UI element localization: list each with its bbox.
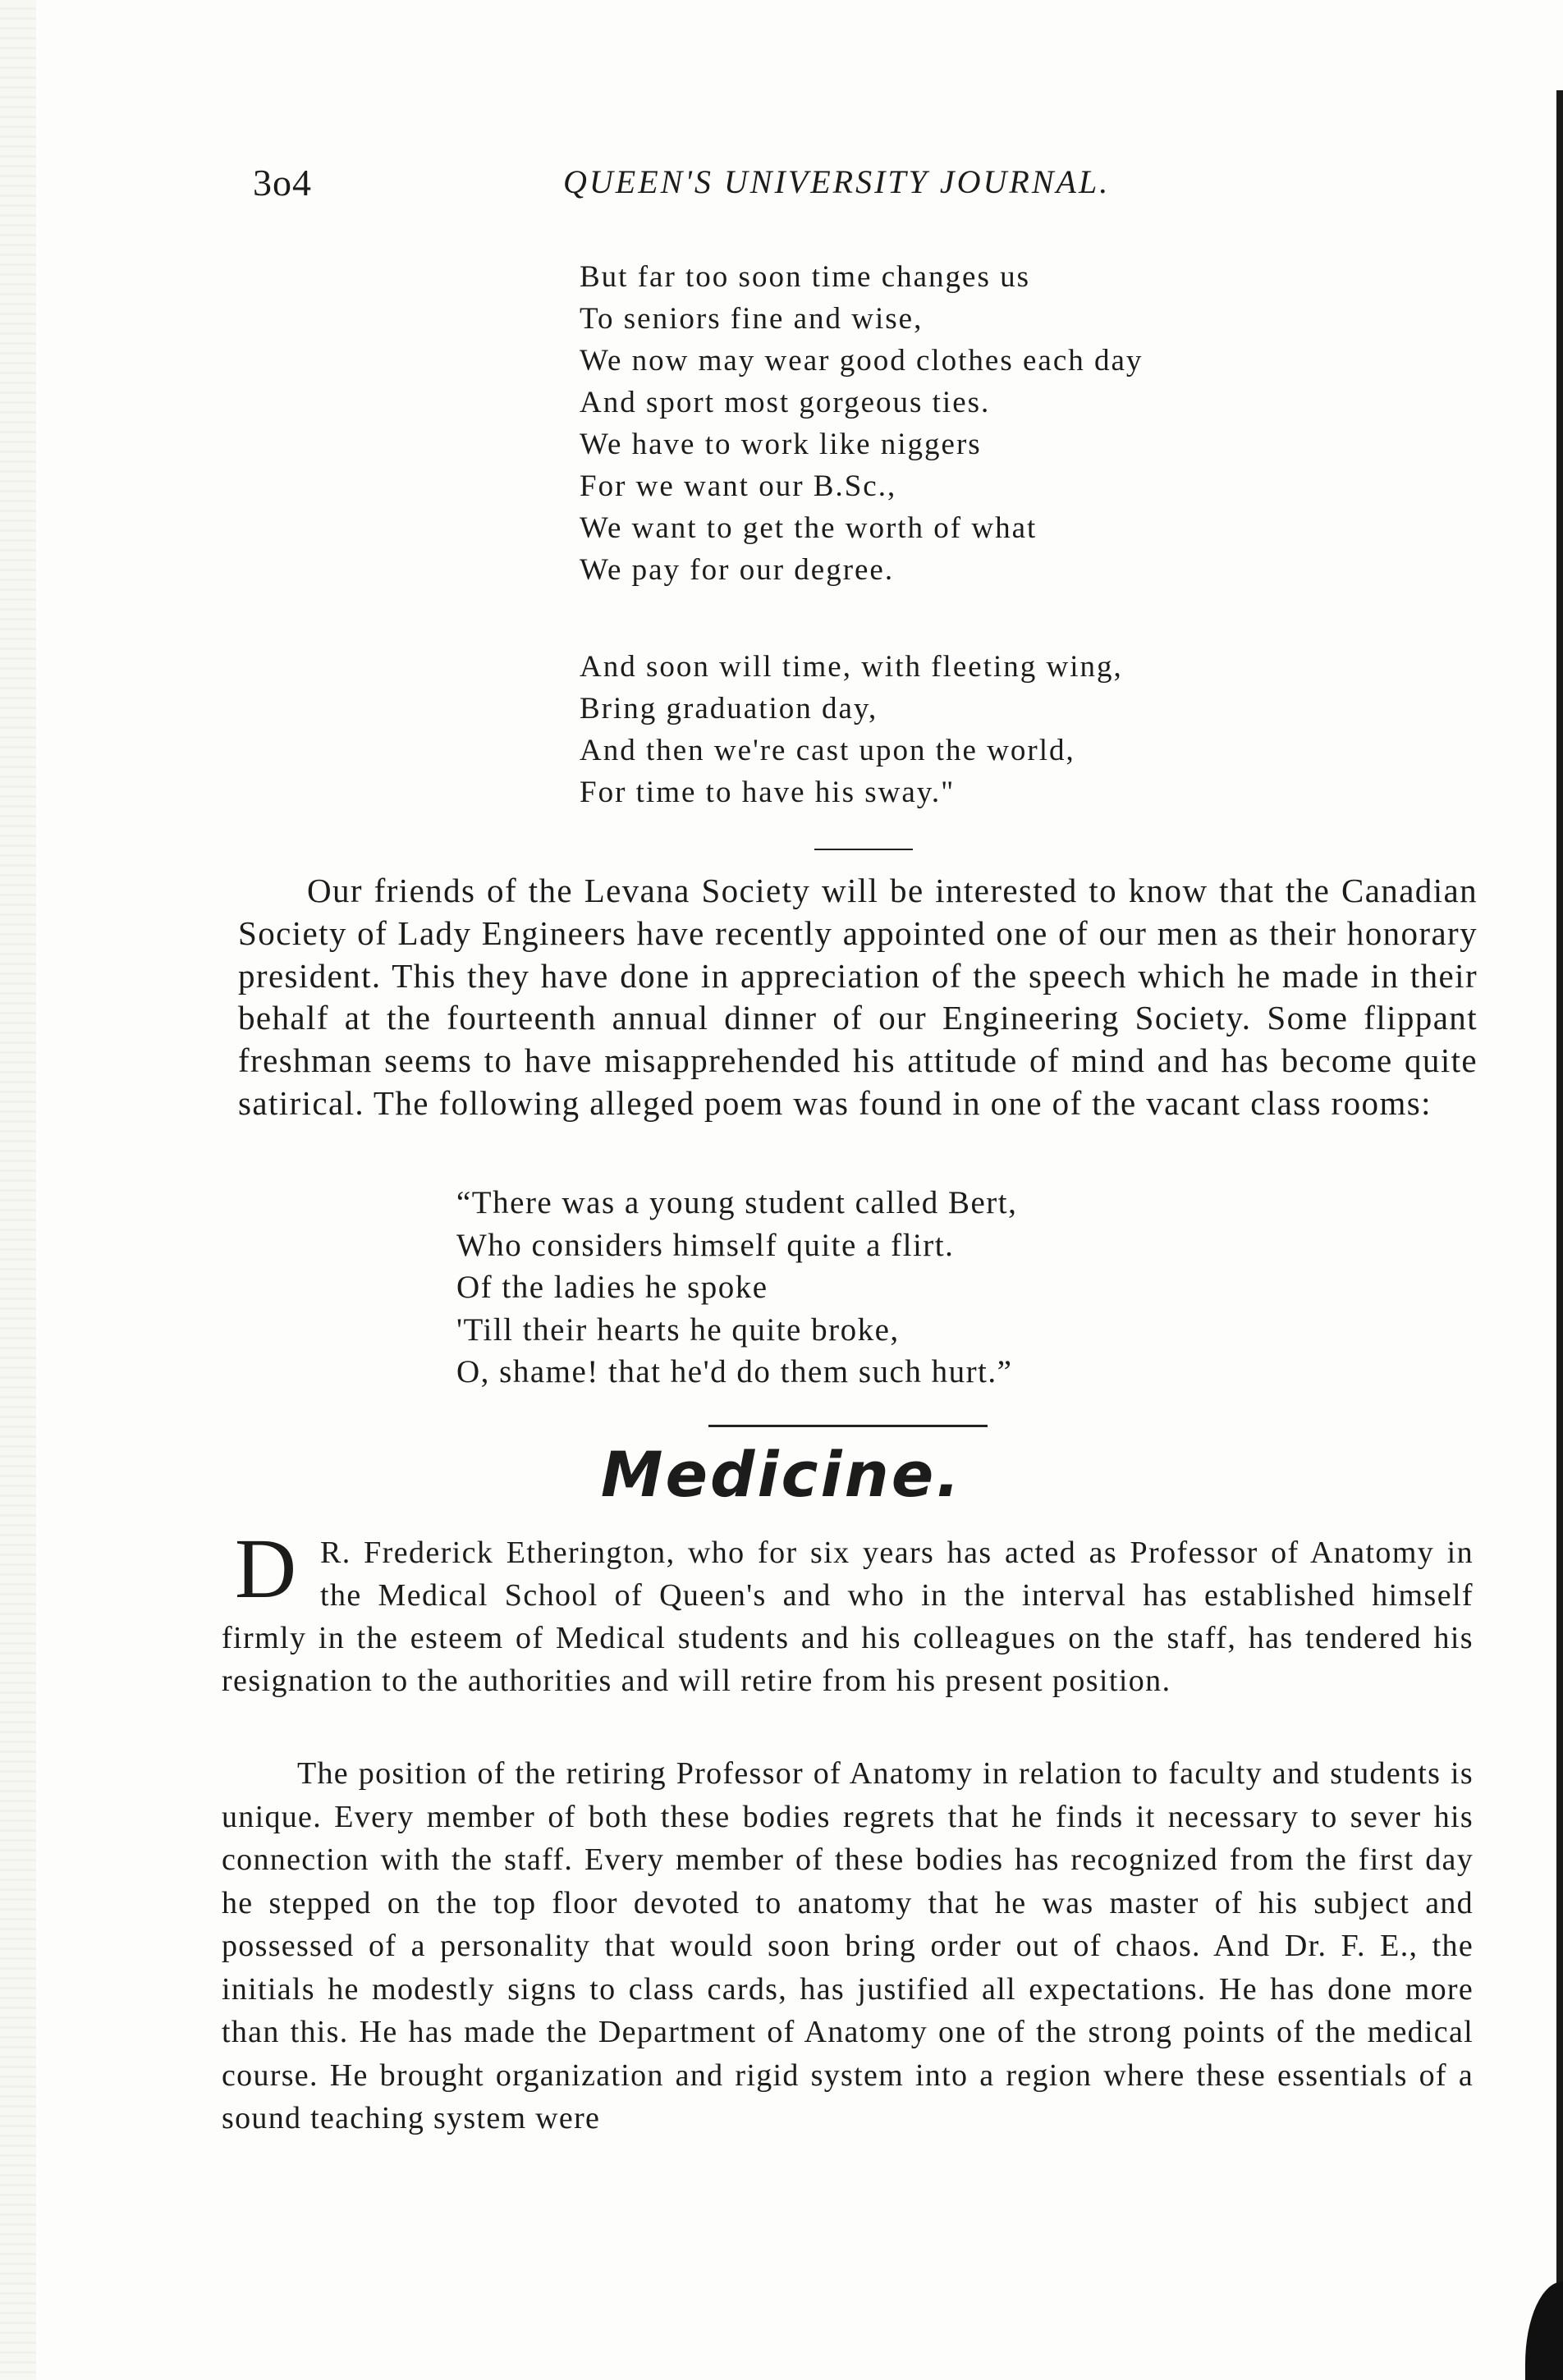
poem-stanza-2: [580, 646, 1123, 813]
poem-line: And then we're cast upon the world,: [580, 734, 1075, 767]
page-number: 3o4: [253, 162, 312, 204]
running-header: [0, 161, 1563, 218]
medicine-paragraph-1: [222, 1531, 1474, 1702]
poem-line: And soon will time, with fleeting wing,: [580, 650, 1123, 684]
limerick-line: 'Till their hearts he quite broke,: [456, 1311, 900, 1348]
poem-line: We have to work like niggers: [580, 428, 982, 461]
poem-line: For we want our B.Sc.,: [580, 469, 897, 503]
journal-title: QUEEN'S UNIVERSITY JOURNAL.: [563, 163, 1111, 200]
poem-line: We pay for our degree.: [580, 553, 895, 587]
poem-line: But far too soon time changes us: [580, 260, 1031, 294]
poem-line: Bring graduation day,: [580, 692, 878, 725]
limerick-line: Of the ladies he spoke: [456, 1270, 768, 1305]
limerick: [456, 1182, 1017, 1394]
poem-line: We want to get the worth of what: [580, 511, 1038, 545]
levana-society-paragraph: Our friends of the Levana Society will be interested to know that the Canadian Society of Lady Engineers have recently appointed one of our men as their honorary president. This they have done in appreciation of the speech which he made in their behalf at the fourteenth annual dinner of our Engineering Society. Some flippant freshman seems to have misapprehended his attitude of mind and has become quite satirical. The following alleged poem was found in one of the vacant class rooms:: [238, 872, 1478, 1122]
drop-cap: D: [235, 1522, 297, 1616]
medicine-paragraph-2: The position of the retiring Professor of Anatomy in relation to faculty and students is unique. Every member of both these bodies regrets that he finds it necessary to sever his connection with the staff. Every member of these bodies has recognized from the first day he stepped on the top floor devoted to anatomy that he was master of his subject and possessed of a personality that would soon bring order out of chaos. And Dr. F. E., the initials he modestly signs to class cards, has justified all expectations. He has done more than this. He has made the Department of Anatomy one of the strong points of the medical course. He brought organization and rigid system into a region where these essentials of a sound teaching system were: [222, 1756, 1474, 2135]
poem-stanza-1: [580, 256, 1143, 591]
section-divider-long: [708, 1425, 988, 1427]
page-right-edge: [1556, 90, 1563, 2380]
poem-line: And sport most gorgeous ties.: [580, 386, 991, 419]
limerick-line: Who considers himself quite a flirt.: [456, 1227, 955, 1263]
section-divider-short: [814, 849, 913, 850]
section-heading-medicine: Medicine.: [600, 1438, 963, 1511]
poem-line: To seniors fine and wise,: [580, 302, 924, 336]
limerick-line: “There was a young student called Bert,: [456, 1185, 1018, 1220]
limerick-line: O, shame! that he'd do them such hurt.”: [456, 1354, 1013, 1389]
ink-blot: [1525, 2282, 1563, 2380]
poem-line: For time to have his sway.": [580, 776, 956, 809]
page-left-edge: [0, 0, 36, 2380]
poem-line: We now may wear good clothes each day: [580, 344, 1144, 378]
medicine-paragraph-1-text: R. Frederick Etherington, who for six years has acted as Professor of Anatomy in the Medical School of Queen's and who in the interval has established himself firmly in the esteem of Medical students and his colleagues on the staff, has tendered his resignation to the authorities and will retire from his present position.: [222, 1536, 1474, 1698]
